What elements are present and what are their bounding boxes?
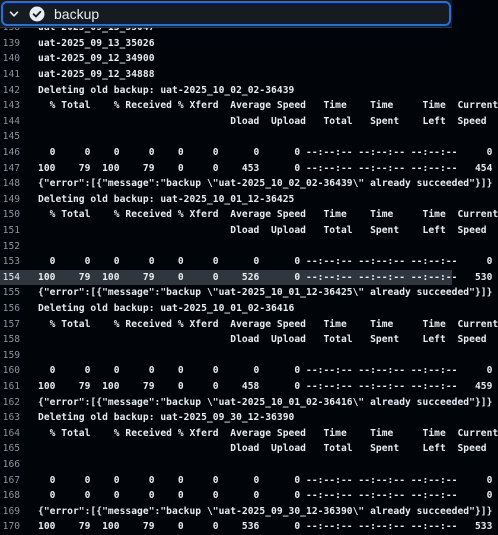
line-text: {"error":[{"message":"backup \"uat-2025_10_02_02-36439\" already succeeded"}]} xyxy=(38,178,493,190)
log-line[interactable] xyxy=(0,425,498,441)
line-text: Dload Upload Total Spent Left Speed xyxy=(38,443,487,455)
log-line[interactable] xyxy=(0,160,493,176)
line-number[interactable]: 166 xyxy=(2,458,20,470)
log-line[interactable] xyxy=(0,285,493,301)
log-output xyxy=(0,20,498,533)
log-line[interactable] xyxy=(0,441,487,457)
line-text: 100 79 100 79 0 0 453 0 --:--:-- --:--:-- --:--:-- 454 xyxy=(38,162,493,174)
log-line[interactable] xyxy=(0,51,452,67)
line-text: 0 0 0 0 0 0 0 0 --:--:-- --:--:-- --:--:-- 0 xyxy=(38,490,493,502)
line-text: {"error":[{"message":"backup \"uat-2025_10_01_12-36425\" already succeeded"}]} xyxy=(38,287,493,299)
log-line[interactable] xyxy=(0,82,452,98)
log-line[interactable] xyxy=(0,207,498,223)
line-number[interactable]: 162 xyxy=(2,396,20,408)
line-text: 100 79 100 79 0 0 526 0 --:--:-- --:--:-- --:--:-- 530 xyxy=(38,271,493,283)
log-line[interactable] xyxy=(0,379,493,395)
line-number[interactable]: 144 xyxy=(2,115,20,127)
line-number[interactable]: 142 xyxy=(2,84,20,96)
line-text: Deleting old backup: uat-2025_10_02_02-36439 xyxy=(38,84,295,96)
log-line[interactable] xyxy=(0,301,452,317)
line-number[interactable]: 139 xyxy=(2,37,20,49)
line-text: % Total % Received % Xferd Average Speed Time Time Time Current xyxy=(38,100,498,112)
chevron-down-icon[interactable] xyxy=(8,8,20,20)
line-number[interactable]: 148 xyxy=(2,178,20,190)
line-text: % Total % Received % Xferd Average Speed Time Time Time Current xyxy=(38,209,498,221)
step-title: backup xyxy=(54,5,100,22)
line-number[interactable]: 163 xyxy=(2,412,20,424)
log-line[interactable] xyxy=(0,129,452,145)
log-line[interactable] xyxy=(0,192,452,208)
step-header[interactable] xyxy=(0,0,452,28)
line-number[interactable]: 145 xyxy=(2,131,20,143)
line-text: Deleting old backup: uat-2025_09_30_12-36390 xyxy=(38,412,295,424)
log-line[interactable] xyxy=(0,410,452,426)
line-text: 0 0 0 0 0 0 0 0 --:--:-- --:--:-- --:--:-- 0 xyxy=(38,474,493,486)
line-text: {"error":[{"message":"backup \"uat-2025_09_30_12-36390\" already succeeded"}]} xyxy=(38,505,493,517)
line-number[interactable]: 159 xyxy=(2,349,20,361)
line-number[interactable]: 170 xyxy=(2,521,20,533)
log-line[interactable] xyxy=(0,488,493,504)
line-number[interactable]: 154 xyxy=(2,271,20,283)
line-number[interactable]: 169 xyxy=(2,505,20,517)
line-text: uat-2025_09_12_34900 xyxy=(38,53,155,65)
log-line[interactable] xyxy=(0,394,493,410)
line-number[interactable]: 143 xyxy=(2,100,20,112)
line-text: % Total % Received % Xferd Average Speed Time Time Time Current xyxy=(38,427,498,439)
line-number[interactable]: 152 xyxy=(2,240,20,252)
line-text: uat-2025_09_12_34888 xyxy=(38,69,155,81)
line-text: 100 79 100 79 0 0 536 0 --:--:-- --:--:-- --:--:-- 533 xyxy=(38,521,493,533)
line-number[interactable]: 140 xyxy=(2,53,20,65)
log-lines xyxy=(0,20,498,535)
line-number[interactable]: 146 xyxy=(2,147,20,159)
line-text: {"error":[{"message":"backup \"uat-2025_10_01_02-36416\" already succeeded"}]} xyxy=(38,396,493,408)
line-text: % Total % Received % Xferd Average Speed Time Time Time Current xyxy=(38,318,498,330)
line-number[interactable]: 165 xyxy=(2,443,20,455)
log-line[interactable] xyxy=(0,36,452,52)
line-number[interactable]: 164 xyxy=(2,427,20,439)
log-line[interactable] xyxy=(0,254,493,270)
log-line[interactable] xyxy=(0,176,493,192)
line-text: 0 0 0 0 0 0 0 0 --:--:-- --:--:-- --:--:-- 0 xyxy=(38,147,493,159)
line-number[interactable]: 160 xyxy=(2,365,20,377)
check-circle-icon xyxy=(29,6,45,22)
line-number[interactable]: 168 xyxy=(2,490,20,502)
log-line[interactable] xyxy=(0,270,493,286)
line-number[interactable]: 156 xyxy=(2,302,20,314)
log-line[interactable] xyxy=(0,363,493,379)
line-number[interactable]: 151 xyxy=(2,225,20,237)
log-line[interactable] xyxy=(0,223,487,239)
line-number[interactable]: 155 xyxy=(2,287,20,299)
line-number[interactable]: 157 xyxy=(2,318,20,330)
line-text: Deleting old backup: uat-2025_10_01_02-36416 xyxy=(38,302,295,314)
log-line[interactable] xyxy=(0,503,493,519)
line-number[interactable]: 167 xyxy=(2,474,20,486)
log-line[interactable] xyxy=(0,347,452,363)
line-text: 0 0 0 0 0 0 0 0 --:--:-- --:--:-- --:--:-- 0 xyxy=(38,256,493,268)
line-text: uat-2025_09_13_35026 xyxy=(38,37,155,49)
line-number[interactable]: 161 xyxy=(2,380,20,392)
line-text: 100 79 100 79 0 0 458 0 --:--:-- --:--:-- --:--:-- 459 xyxy=(38,380,493,392)
log-line[interactable] xyxy=(0,472,493,488)
log-line[interactable] xyxy=(0,316,498,332)
line-text: Deleting old backup: uat-2025_10_01_12-36425 xyxy=(38,193,295,205)
line-text: 0 0 0 0 0 0 0 0 --:--:-- --:--:-- --:--:-- 0 xyxy=(38,365,493,377)
log-line[interactable] xyxy=(0,67,452,83)
log-line[interactable] xyxy=(0,98,498,114)
line-text: Dload Upload Total Spent Left Speed xyxy=(38,334,487,346)
line-number[interactable]: 147 xyxy=(2,162,20,174)
log-line[interactable] xyxy=(0,238,452,254)
log-line[interactable] xyxy=(0,145,493,161)
line-number[interactable]: 158 xyxy=(2,334,20,346)
line-text: Dload Upload Total Spent Left Speed xyxy=(38,225,487,237)
line-number[interactable]: 153 xyxy=(2,256,20,268)
log-line[interactable] xyxy=(0,457,452,473)
log-line[interactable] xyxy=(0,332,487,348)
line-text: Dload Upload Total Spent Left Speed xyxy=(38,115,487,127)
log-line[interactable] xyxy=(0,114,487,130)
line-number[interactable]: 150 xyxy=(2,209,20,221)
line-number[interactable]: 149 xyxy=(2,193,20,205)
line-number[interactable]: 141 xyxy=(2,69,20,81)
log-line[interactable] xyxy=(0,519,493,535)
